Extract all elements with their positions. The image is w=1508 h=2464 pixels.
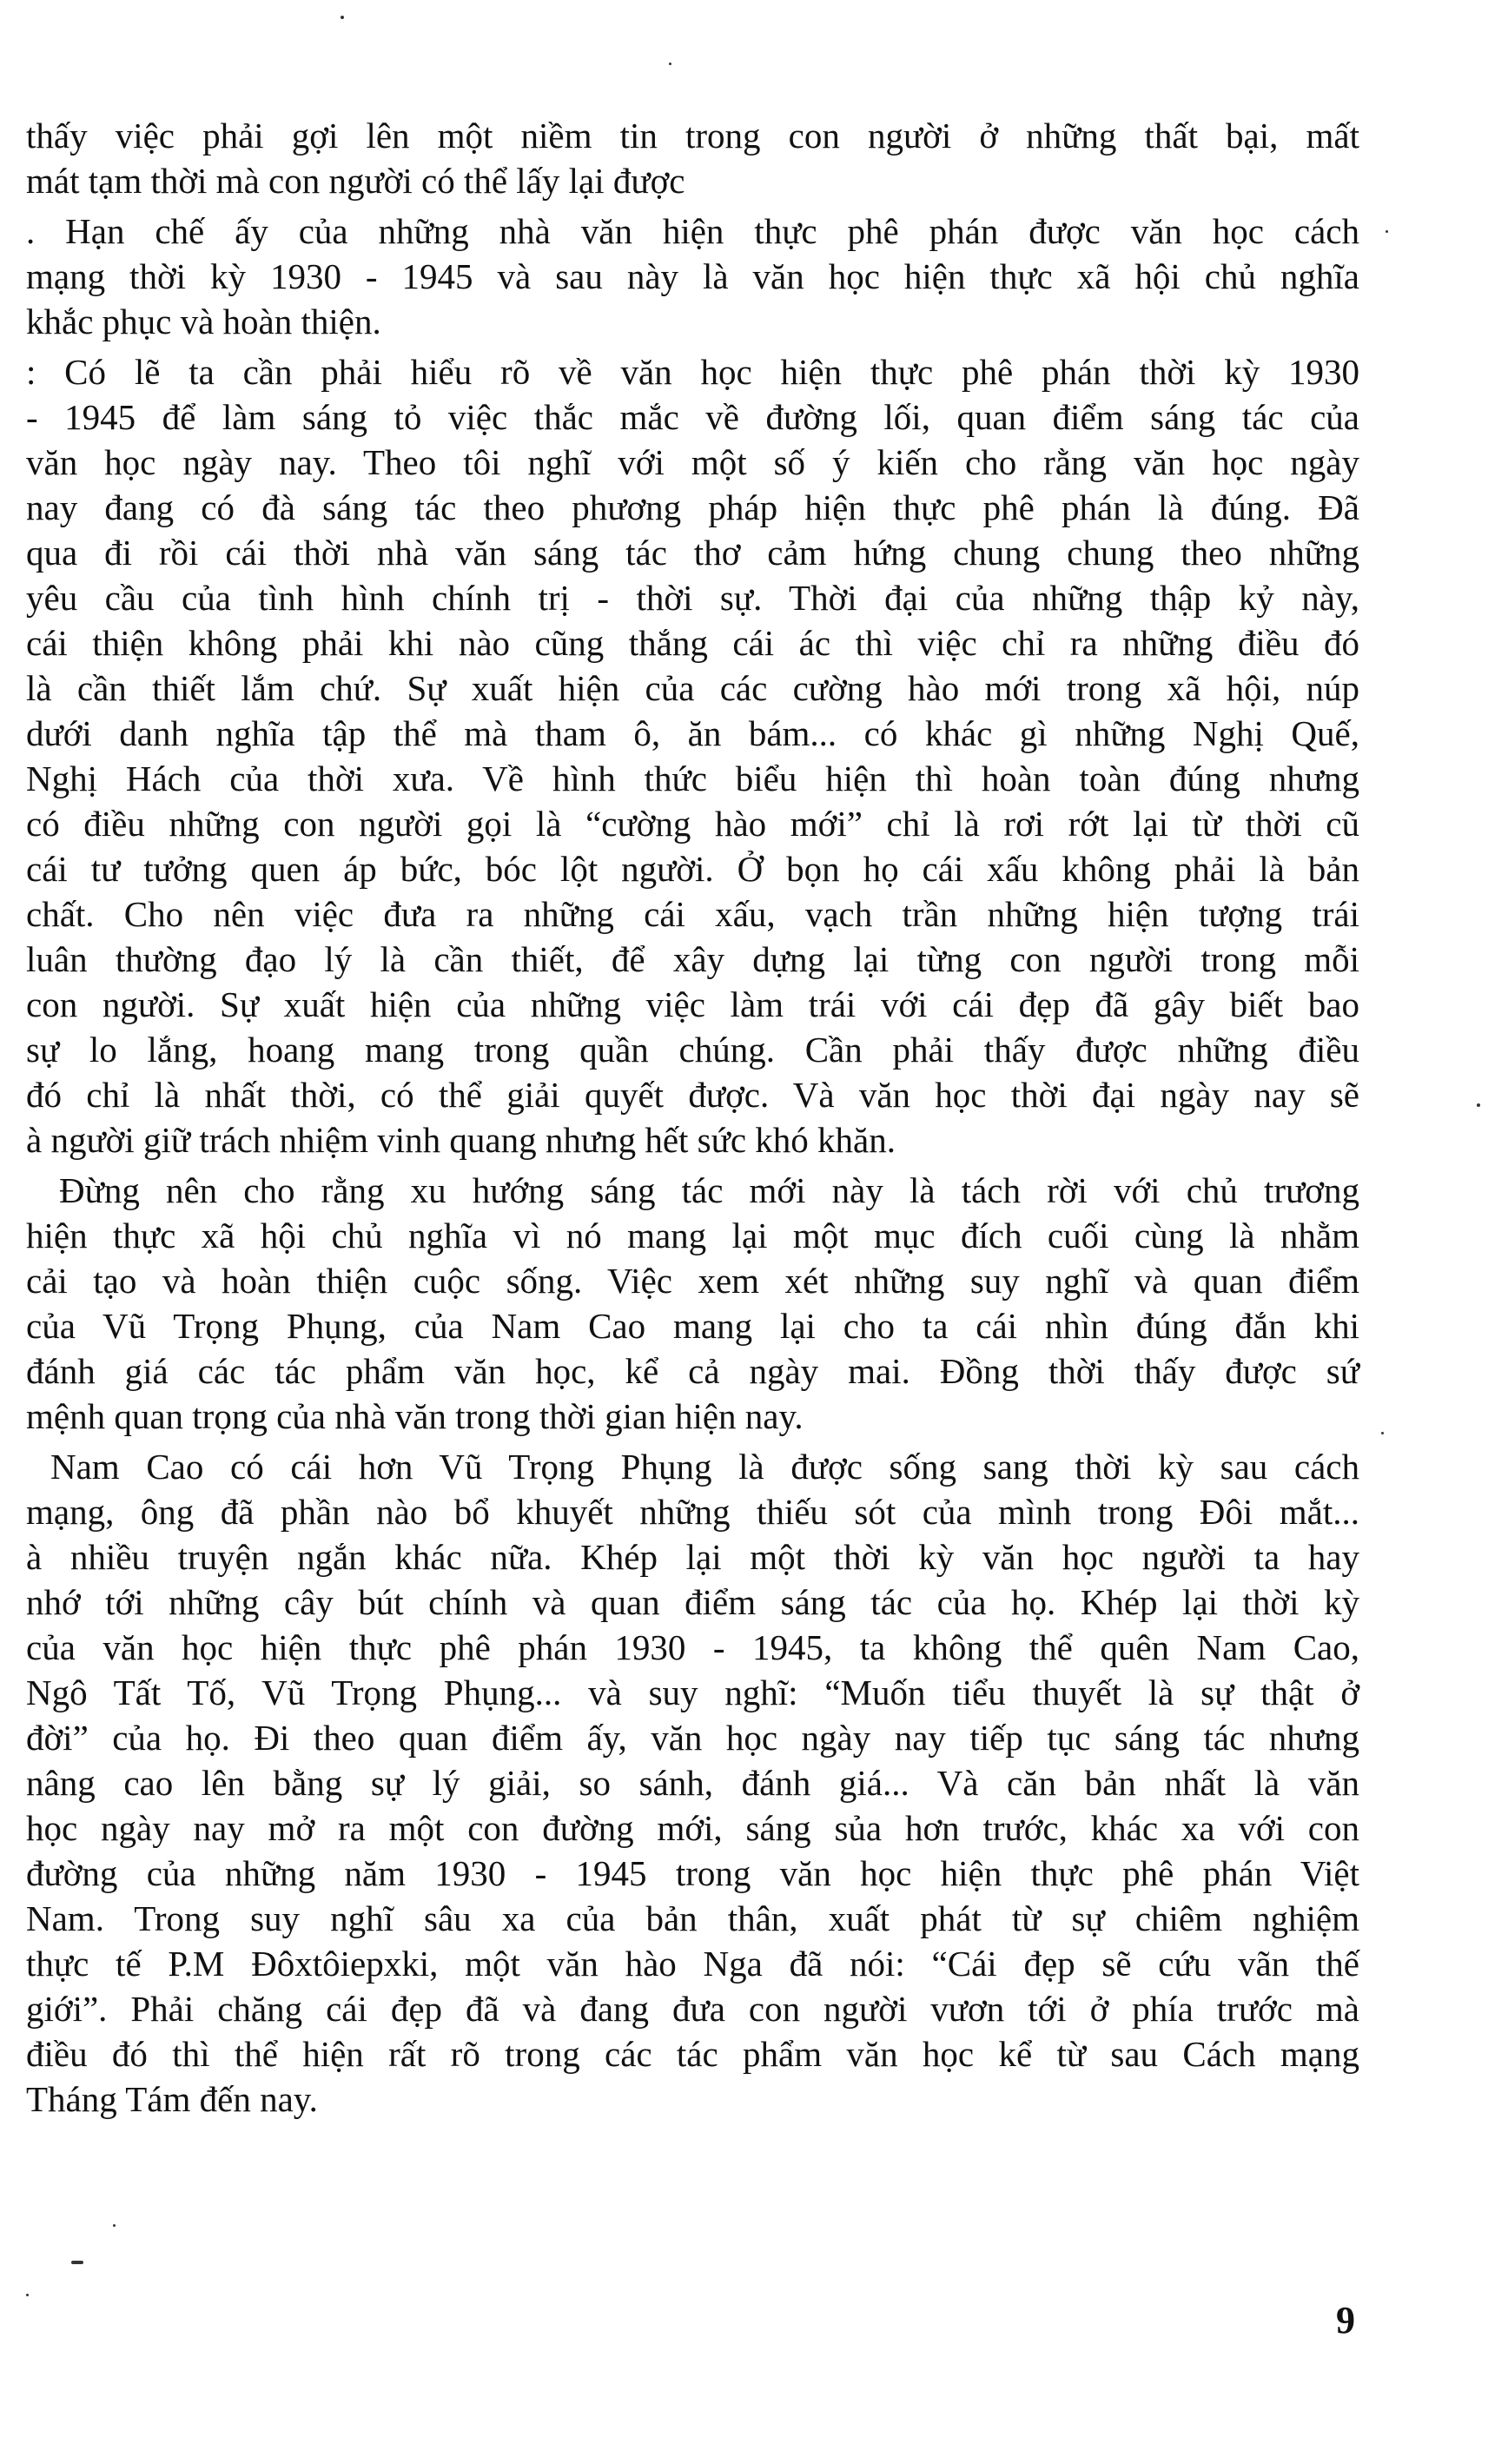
text-line: điều đó thì thể hiện rất rõ trong các tác phẩm văn học kể từ sau Cách mạng: [26, 2034, 1359, 2074]
text-line: Nam Cao có cái hơn Vũ Trọng Phụng là được sống sang thời kỳ sau cách: [50, 1447, 1359, 1487]
text-line: cải tạo và hoàn thiện cuộc sống. Việc xem xét những suy nghĩ và quan điểm: [26, 1261, 1359, 1301]
text-line: của Vũ Trọng Phụng, của Nam Cao mang lại cho ta cái nhìn đúng đắn khi: [26, 1306, 1359, 1346]
scan-speck: [341, 16, 344, 19]
text-line: . Hạn chế ấy của những nhà văn hiện thực phê phán được văn học cách: [26, 211, 1359, 251]
text-line: học ngày nay mở ra một con đường mới, sáng sủa hơn trước, khác xa với con: [26, 1808, 1359, 1848]
text-line: - 1945 để làm sáng tỏ việc thắc mắc về đường lối, quan điểm sáng tác của: [26, 397, 1359, 437]
text-line: Nam. Trong suy nghĩ sâu xa của bản thân, xuất phát từ sự chiêm nghiệm: [26, 1898, 1359, 1938]
text-line: cái tư tưởng quen áp bức, bóc lột người. Ở bọn họ cái xấu không phải là bản: [26, 849, 1359, 889]
text-line: qua đi rồi cái thời nhà văn sáng tác thơ cảm hứng chung chung theo những: [26, 533, 1359, 573]
text-line: giới”. Phải chăng cái đẹp đã và đang đưa con người vươn tới ở phía trước mà: [26, 1989, 1359, 2029]
text-line: có điều những con người gọi là “cường hào mới” chỉ là rơi rớt lại từ thời cũ: [26, 804, 1359, 844]
text-line: thấy việc phải gợi lên một niềm tin trong con người ở những thất bại, mất: [26, 116, 1359, 156]
text-line: nhớ tới những cây bút chính và quan điểm sáng tác của họ. Khép lại thời kỳ: [26, 1582, 1359, 1622]
scan-speck: [1386, 230, 1388, 233]
text-line: hiện thực xã hội chủ nghĩa vì nó mang lại một mục đích cuối cùng là nhằm: [26, 1215, 1359, 1255]
text-line: Ngô Tất Tố, Vũ Trọng Phụng... và suy nghĩ: “Muốn tiểu thuyết là sự thật ở: [26, 1672, 1359, 1712]
text-line: văn học ngày nay. Theo tôi nghĩ với một số ý kiến cho rằng văn học ngày: [26, 442, 1359, 482]
scan-speck: [1477, 1103, 1480, 1107]
page-number: 9: [1336, 2299, 1355, 2341]
text-line: Đừng nên cho rằng xu hướng sáng tác mới này là tách rời với chủ trương: [59, 1170, 1359, 1210]
text-line: mát tạm thời mà con người có thể lấy lại được: [26, 161, 685, 201]
scan-speck: [71, 2261, 83, 2264]
text-line: mạng thời kỳ 1930 - 1945 và sau này là văn học hiện thực xã hội chủ nghĩa: [26, 256, 1359, 296]
text-line: Nghị Hách của thời xưa. Về hình thức biểu hiện thì hoàn toàn đúng nhưng: [26, 758, 1359, 798]
text-line: đường của những năm 1930 - 1945 trong văn học hiện thực phê phán Việt: [26, 1853, 1359, 1893]
text-line: cái thiện không phải khi nào cũng thắng cái ác thì việc chỉ ra những điều đó: [26, 623, 1359, 663]
scan-speck: [113, 2224, 116, 2227]
text-line: à người giữ trách nhiệm vinh quang nhưng hết sức khó khăn.: [26, 1120, 896, 1160]
text-line: đời” của họ. Đi theo quan điểm ấy, văn học ngày nay tiếp tục sáng tác nhưng: [26, 1718, 1359, 1758]
text-line: à nhiều truyện ngắn khác nữa. Khép lại một thời kỳ văn học người ta hay: [26, 1537, 1359, 1577]
text-line: luân thường đạo lý là cần thiết, để xây dựng lại từng con người trong mỗi: [26, 939, 1359, 979]
text-line: thực tế P.M Đôxtôiepxki, một văn hào Nga đã nói: “Cái đẹp sẽ cứu vãn thế: [26, 1944, 1359, 1984]
scan-speck: [1381, 1432, 1384, 1434]
text-line: mạng, ông đã phần nào bổ khuyết những thiếu sót của mình trong Đôi mắt...: [26, 1492, 1359, 1532]
text-line: đánh giá các tác phẩm văn học, kể cả ngày mai. Đồng thời thấy được sứ: [26, 1351, 1359, 1391]
text-line: dưới danh nghĩa tập thể mà tham ô, ăn bám... có khác gì những Nghị Quế,: [26, 713, 1359, 753]
text-line: con người. Sự xuất hiện của những việc làm trái với cái đẹp đã gây biết bao: [26, 984, 1359, 1024]
text-line: của văn học hiện thực phê phán 1930 - 1945, ta không thể quên Nam Cao,: [26, 1627, 1359, 1667]
text-line: Tháng Tám đến nay.: [26, 2079, 318, 2119]
text-line: sự lo lắng, hoang mang trong quần chúng. Cần phải thấy được những điều: [26, 1030, 1359, 1070]
text-line: khắc phục và hoàn thiện.: [26, 301, 381, 341]
scan-speck: [669, 63, 671, 65]
text-line: : Có lẽ ta cần phải hiểu rõ về văn học hiện thực phê phán thời kỳ 1930: [26, 352, 1359, 392]
text-line: yêu cầu của tình hình chính trị - thời sự. Thời đại của những thập kỷ này,: [26, 578, 1359, 618]
text-line: nay đang có đà sáng tác theo phương pháp hiện thực phê phán là đúng. Đã: [26, 487, 1359, 527]
text-line: chất. Cho nên việc đưa ra những cái xấu, vạch trần những hiện tượng trái: [26, 894, 1359, 934]
scan-speck: [26, 2294, 29, 2296]
text-line: là cần thiết lắm chứ. Sự xuất hiện của các cường hào mới trong xã hội, núp: [26, 668, 1359, 708]
text-line: mệnh quan trọng của nhà văn trong thời gian hiện nay.: [26, 1396, 804, 1436]
text-line: đó chỉ là nhất thời, có thể giải quyết được. Và văn học thời đại ngày nay sẽ: [26, 1075, 1359, 1115]
text-line: nâng cao lên bằng sự lý giải, so sánh, đánh giá... Và căn bản nhất là văn: [26, 1763, 1359, 1803]
